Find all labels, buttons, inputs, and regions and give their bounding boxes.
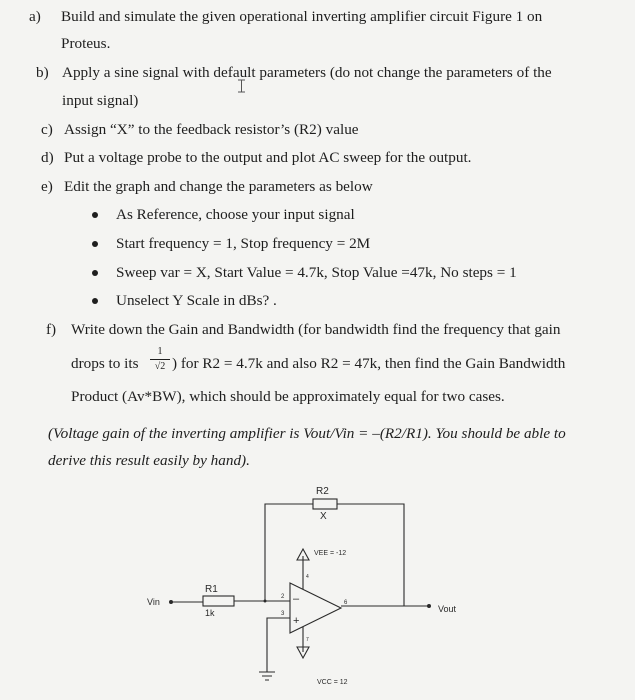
item-d-text: Put a voltage probe to the output and plot AC sweep for the output.: [64, 149, 472, 166]
item-e-bullet-3: Sweep var = X, Start Value = 4.7k, Stop Value =47k, No steps = 1: [116, 264, 517, 281]
item-e-label: e): [41, 178, 53, 195]
vin-terminal: [169, 600, 173, 604]
vin-label: Vin: [147, 597, 160, 607]
item-a-label: a): [29, 8, 41, 25]
item-e-bullet-4: Unselect Y Scale in dBs? .: [116, 292, 277, 309]
item-b-text-line1: Apply a sine signal with default parameters (do not change the parameters of the: [62, 64, 552, 81]
item-e-text: Edit the graph and change the parameters as below: [64, 178, 373, 195]
pin-2-label: 2: [281, 594, 285, 600]
item-a-text-line2: Proteus.: [61, 35, 111, 52]
fraction-denominator: √2: [154, 361, 166, 372]
r2-value: X: [320, 511, 327, 522]
item-b-text-line2: input signal): [62, 92, 139, 109]
pin-4-label: 4: [306, 574, 309, 580]
item-c-text: Assign “X” to the feedback resistor’s (R2) value: [64, 121, 359, 138]
vout-terminal: [427, 604, 431, 608]
note-line2: derive this result easily by hand).: [48, 452, 250, 469]
vee-label: VEE = -12: [314, 550, 347, 557]
vout-label: Vout: [438, 604, 457, 614]
resistor-r1: [203, 596, 234, 606]
item-d-label: d): [41, 149, 54, 166]
junction-dot: [264, 600, 267, 603]
fraction-numerator: 1: [157, 346, 163, 357]
r1-value: 1k: [205, 608, 215, 618]
r1-label: R1: [205, 584, 218, 595]
item-e-bullet-2: Start frequency = 1, Stop frequency = 2M: [116, 235, 371, 252]
item-f-text-line2a: drops to its: [71, 355, 139, 372]
resistor-r2: [313, 499, 337, 509]
pin-6-label: 6: [344, 600, 348, 606]
item-e-bullet-1: As Reference, choose your input signal: [116, 206, 355, 223]
pin-3-label: 3: [281, 611, 285, 617]
noninverting-ground-wire: [267, 618, 290, 672]
item-f-label: f): [46, 321, 57, 338]
item-b-label: b): [36, 64, 49, 81]
item-f-text-line3: Product (Av*BW), which should be approximately equal for two cases.: [71, 388, 505, 405]
vcc-label: VCC = 12: [317, 679, 348, 686]
noninverting-input-sign: +: [293, 615, 300, 627]
note-line1: (Voltage gain of the inverting amplifier is Vout/Vin = –(R2/R1). You should be able to: [48, 425, 566, 442]
r2-label: R2: [316, 486, 329, 497]
ground-symbol: [259, 672, 275, 680]
item-f-text-line1: Write down the Gain and Bandwidth (for bandwidth find the frequency that gain: [71, 321, 561, 338]
pin-7-label: 7: [306, 637, 309, 643]
item-a-text-line1: Build and simulate the given operational inverting amplifier circuit Figure 1 on: [61, 8, 543, 25]
item-c-label: c): [41, 121, 53, 138]
item-f-text-line2b: ) for R2 = 4.7k and also R2 = 47k, then find the Gain Bandwidth: [172, 355, 566, 372]
inverting-input-sign: –: [293, 593, 300, 605]
